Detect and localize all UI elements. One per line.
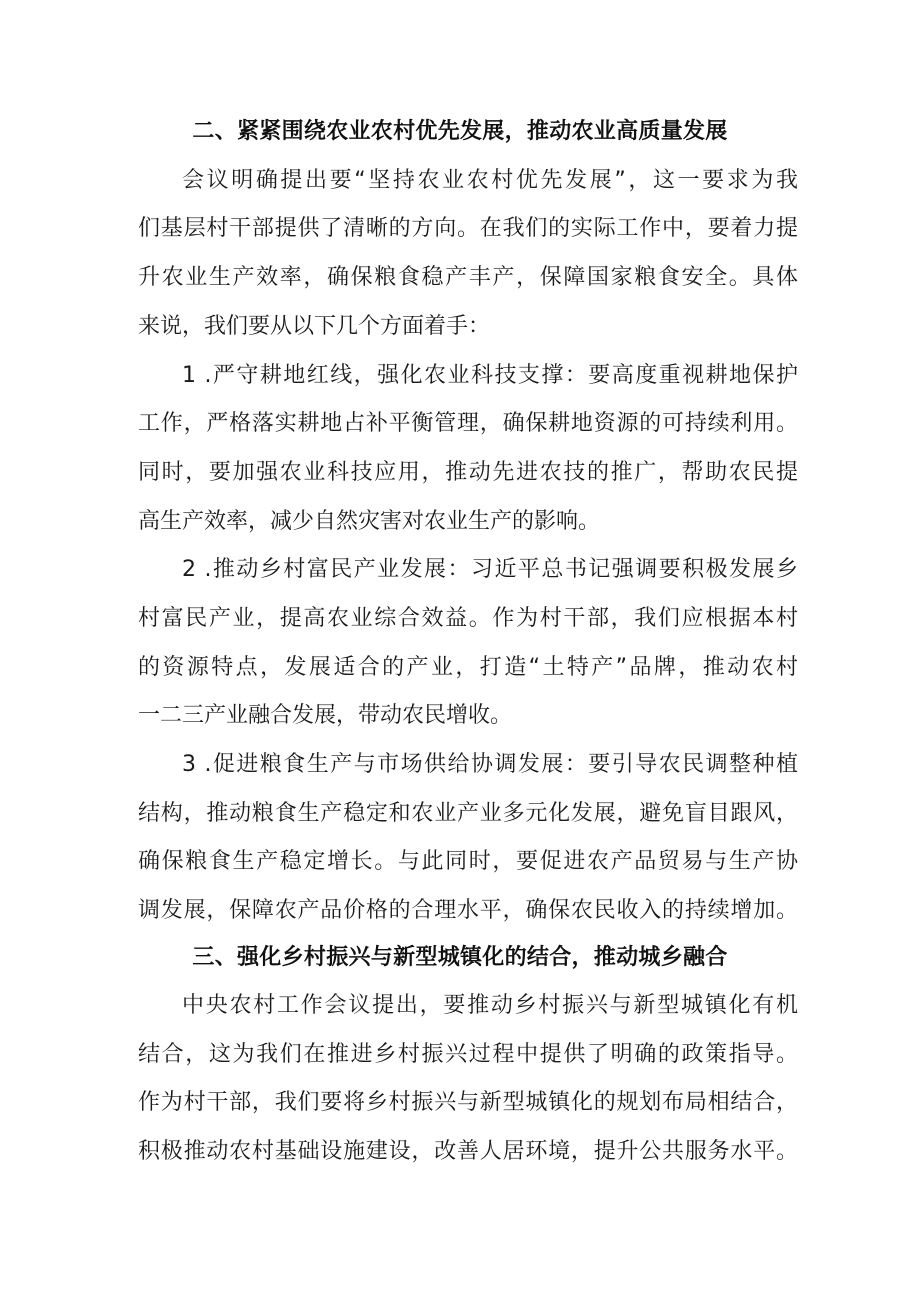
list-item-line: 高生产效率，减少自然灾害对农业生产的影响。 bbox=[138, 509, 601, 534]
paragraph-line: 来说，我们要从以下几个方面着手： bbox=[138, 314, 491, 339]
list-item-line: 同时，要加强农业科技应用，推动先进农技的推广，帮助农民提 bbox=[138, 460, 798, 485]
list-item-line: 一二三产业融合发展，带动农民增收。 bbox=[138, 703, 513, 728]
list-item-line: 调发展，保障农产品价格的合理水平，确保农民收入的持续增加。 bbox=[138, 898, 798, 923]
paragraph-line: 作为村干部，我们要将乡村振兴与新型城镇化的规划布局相结合， bbox=[138, 1090, 798, 1115]
list-item-line: 的资源特点，发展适合的产业，打造“土特产”品牌，推动农村 bbox=[138, 655, 798, 680]
paragraph-line: 中央农村工作会议提出，要推动乡村振兴与新型城镇化有机 bbox=[182, 993, 798, 1018]
paragraph-line: 会议明确提出要“坚持农业农村优先发展”，这一要求为我 bbox=[182, 168, 798, 193]
paragraph-line: 升农业生产效率，确保粮食稳产丰产，保障国家粮食安全。具体 bbox=[138, 265, 798, 290]
list-item-line: 1 .严守耕地红线，强化农业科技支撑：要高度重视耕地保护 bbox=[182, 363, 798, 388]
list-item-line: 结构，推动粮食生产稳定和农业产业多元化发展，避免盲目跟风， bbox=[138, 801, 798, 826]
list-item-line: 3 .促进粮食生产与市场供给协调发展：要引导农民调整种植 bbox=[182, 752, 798, 777]
list-item-line: 确保粮食生产稳定增长。与此同时，要促进农产品贸易与生产协 bbox=[138, 849, 798, 874]
list-item-line: 工作，严格落实耕地占补平衡管理，确保耕地资源的可持续利用。 bbox=[138, 411, 798, 436]
paragraph-line: 结合，这为我们在推进乡村振兴过程中提供了明确的政策指导。 bbox=[138, 1042, 798, 1067]
section-heading-3: 三、强化乡村振兴与新型城镇化的结合，推动城乡融合 bbox=[192, 945, 728, 970]
paragraph-line: 们基层村干部提供了清晰的方向。在我们的实际工作中，要着力提 bbox=[138, 216, 798, 241]
list-item-line: 2 .推动乡村富民产业发展：习近平总书记强调要积极发展乡 bbox=[182, 557, 798, 582]
section-heading-2: 二、紧紧围绕农业农村优先发展，推动农业高质量发展 bbox=[192, 119, 728, 144]
list-item-line: 村富民产业，提高农业综合效益。作为村干部，我们应根据本村 bbox=[138, 606, 798, 631]
paragraph-line: 积极推动农村基础设施建设，改善人居环境，提升公共服务水平。 bbox=[138, 1139, 798, 1164]
